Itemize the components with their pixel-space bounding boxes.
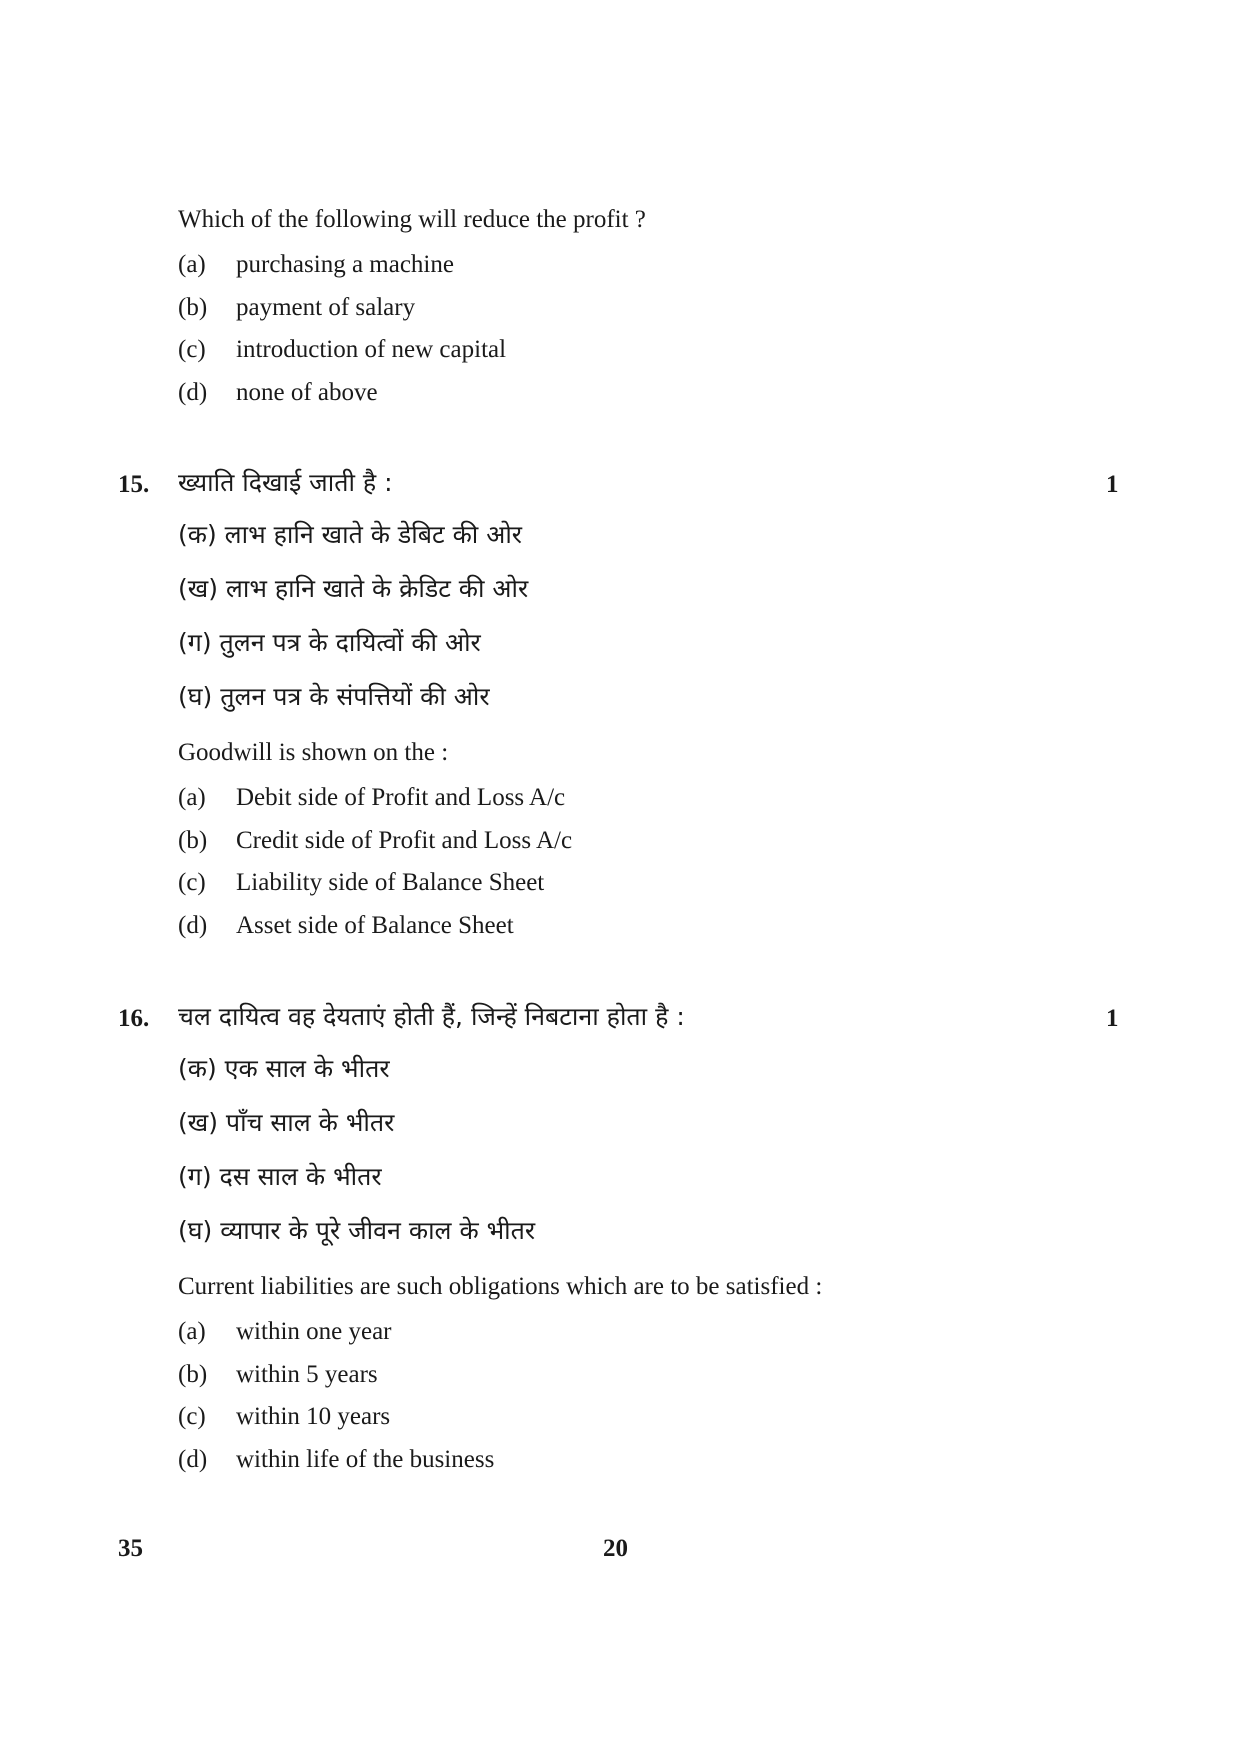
q16-hindi-option-3: (ग) दस साल के भीतर	[178, 1162, 382, 1191]
q16-hindi-option-4: (घ) व्यापार के पूरे जीवन काल के भीतर	[178, 1216, 536, 1245]
option-letter: (c)	[178, 336, 206, 363]
q15-hindi-option-2: (ख) लाभ हानि खाते के क्रेडिट की ओर	[178, 574, 529, 603]
option-letter: (d)	[178, 379, 208, 406]
q16-hindi-question: चल दायित्व वह देयताएं होती हैं, जिन्हें निबटाना होता है :	[178, 1002, 685, 1031]
option-letter: (a)	[178, 784, 206, 811]
q15-hindi-option-4: (घ) तुलन पत्र के संपत्तियों की ओर	[178, 682, 490, 711]
option-text: within 5 years	[236, 1361, 378, 1388]
option-text: Liability side of Balance Sheet	[236, 869, 545, 896]
option-letter: (d)	[178, 1446, 208, 1473]
option-letter: (b)	[178, 827, 208, 854]
option-text: purchasing a machine	[236, 251, 454, 278]
q15-hindi-option-3: (ग) तुलन पत्र के दायित्वों की ओर	[178, 628, 481, 657]
q15-english-question: Goodwill is shown on the :	[178, 739, 449, 766]
option-text: none of above	[236, 379, 378, 406]
option-text: within life of the business	[236, 1446, 495, 1473]
option-text: Debit side of Profit and Loss A/c	[236, 784, 566, 811]
option-letter: (a)	[178, 1318, 206, 1345]
q15-marks: 1	[1106, 471, 1119, 498]
option-text: within one year	[236, 1318, 392, 1345]
option-text: Credit side of Profit and Loss A/c	[236, 827, 573, 854]
option-letter: (b)	[178, 1361, 208, 1388]
option-letter: (d)	[178, 912, 208, 939]
q16-number: 16.	[118, 1005, 150, 1032]
option-text: payment of salary	[236, 294, 416, 321]
option-text: within 10 years	[236, 1403, 391, 1430]
page-number: 20	[603, 1535, 628, 1562]
option-text: Asset side of Balance Sheet	[236, 912, 514, 939]
option-text: introduction of new capital	[236, 336, 507, 363]
option-letter: (c)	[178, 869, 206, 896]
q16-english-question: Current liabilities are such obligations which are to be satisfied :	[178, 1273, 823, 1300]
q15-number: 15.	[118, 471, 150, 498]
q14-english-question: Which of the following will reduce the profit ?	[178, 206, 646, 233]
paper-code: 35	[118, 1535, 143, 1562]
q16-hindi-option-1: (क) एक साल के भीतर	[178, 1054, 390, 1083]
option-letter: (c)	[178, 1403, 206, 1430]
option-letter: (b)	[178, 294, 208, 321]
q16-hindi-option-2: (ख) पाँच साल के भीतर	[178, 1108, 395, 1137]
q15-hindi-question: ख्याति दिखाई जाती है :	[178, 468, 393, 497]
option-letter: (a)	[178, 251, 206, 278]
q15-hindi-option-1: (क) लाभ हानि खाते के डेबिट की ओर	[178, 520, 523, 549]
q16-marks: 1	[1106, 1005, 1119, 1032]
